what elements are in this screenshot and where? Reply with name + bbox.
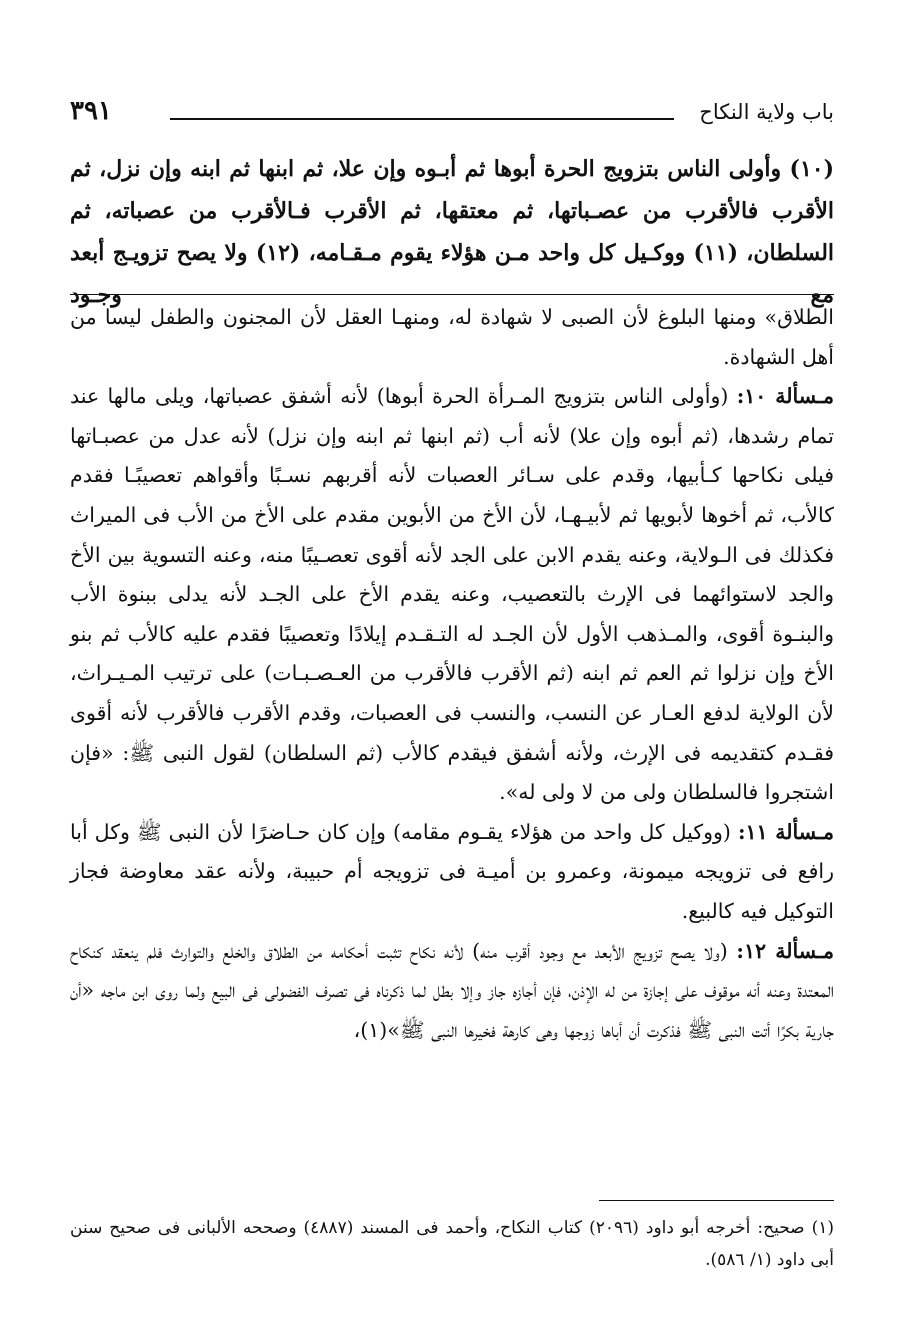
masala-11-label: مـسألة ١١: — [737, 819, 834, 844]
matn-paragraph: (١٠) وأولى الناس بتزويج الحرة أبوها ثم أبـوه وإن علا، ثم ابنها ثم ابنه وإن نزل، ثم الأقرب فالأقرب من عصـباتها، ثم معتقها، ثم الأقرب فـالأقرب من عصباته، ثم السلطان، (١١) ووكـيل كل واحد مـن هؤلاء يقوم مـقـامه، (١٢) ولا يصح تزويـج أبعد مع وجـود — [70, 156, 835, 308]
header-rule — [170, 118, 674, 120]
commentary-block — [70, 298, 834, 1050]
footnote-divider — [599, 1200, 834, 1201]
footnotes-block — [70, 1212, 834, 1276]
page-header — [70, 96, 834, 136]
masala-10-label: مـسألة ١٠: — [736, 384, 834, 409]
masala-12-text: (ولا يصح تزويج الأبعد مع وجود أقرب منه) لأنه نكاح تثبت أحكامه من الطلاق والخلع والتوارث فلم ينعقد كنكاح المعتدة وعنه أنه موقوف على إجازة من له الإذن، فإن أجازه جاز وإلا بطل لما ذكرناه فى تصرف الفضولى فى البيع ولما روى ابن ماجه «أن جارية بكرًا أتت النبى ﷺ فذكرت أن أباها زوجها وهى كارهة فخيرها النبى ﷺ»(١)، — [70, 938, 835, 1042]
main-text-divider — [70, 294, 834, 295]
masala-10-paragraph — [70, 377, 834, 813]
masala-12-label: مـسألة ١٢: — [736, 938, 834, 963]
masala-11-text: (ووكيل كل واحد من هؤلاء يقـوم مقامه) وإن كان حـاضرًا لأن النبى ﷺ وكل أبا رافع فى تزويجه ميمونة، وعمرو بن أميـة فى تزويجه أم حبيبة، ولأنه عقد معاوضة فجاز التوكيل فيه كالبيع. — [70, 819, 834, 923]
commentary-opening: الطلاق» ومنها البلوغ لأن الصبى لا شهادة له، ومنهـا العقل لأن المجنون والطفل ليسا من أهل الشهادة. — [70, 305, 834, 369]
footnote-1: (١) صحيح: أخرجه أبو داود (٢٠٩٦) كتاب النكاح، وأحمد فى المسند (٤٨٨٧) وصححه الألبانى فى صحيح سنن أبى داود (١/ ٥٨٦). — [70, 1218, 835, 1270]
running-title: باب ولاية النكاح — [699, 100, 834, 124]
masala-12-paragraph — [70, 932, 834, 1051]
masala-11-paragraph — [70, 813, 834, 932]
masala-10-text: (وأولى الناس بتزويج المـرأة الحرة أبوها) لأنه أشفق عصباتها، ويلى مالها عند تمام رشدها، (ثم أبوه وإن علا) لأنه أب (ثم ابنها ثم ابنه وإن نزل) لأنه عدل من عصبـاتها فيلى نكاحها كـأبيها، وقدم على سـائر العصبات لأنه أقربهم نسـبًا وأقواهم تعصيبًـا فقدم كالأب، ثم أخوها لأبويها ثم لأبيـهـا، لأن الأخ من الأبوين مقدم على الأخ من الأب فى الميراث فكذلك فى الـولاية، وعنه يقدم الابن على الجد لأنه أقوى تعصـيبًا منه، وعنه التسوية بين الأخ والجد لاستوائهما فى الإرث بالتعصيب، وعنه يقدم الأخ على الجـد لأنه يدلى ببنوة الأب والبنـوة أقوى، والمـذهب الأول لأن الجـد له التـقـدم إيلادًا وتعصيبًا فقدم عليه كالأب ثم بنو الأخ وإن نزلوا ثم العم ثم ابنه (ثم الأقرب فالأقرب من العـصـبـات) على ترتيب المـيـراث، لأن الولاية لدفع العـار عن النسب، والنسب فى العصبات، وقدم الأقرب فالأقرب لأنه أقوى فقـدم كتقديمه فى الإرث، ولأنه أشفق فيقدم كالأب (ثم السلطان) لقول النبى ﷺ: «فإن اشتجروا فالسلطان ولى من لا ولى له». — [70, 384, 834, 805]
page-number: ٣٩١ — [70, 96, 112, 126]
matn-text-block — [70, 148, 834, 316]
